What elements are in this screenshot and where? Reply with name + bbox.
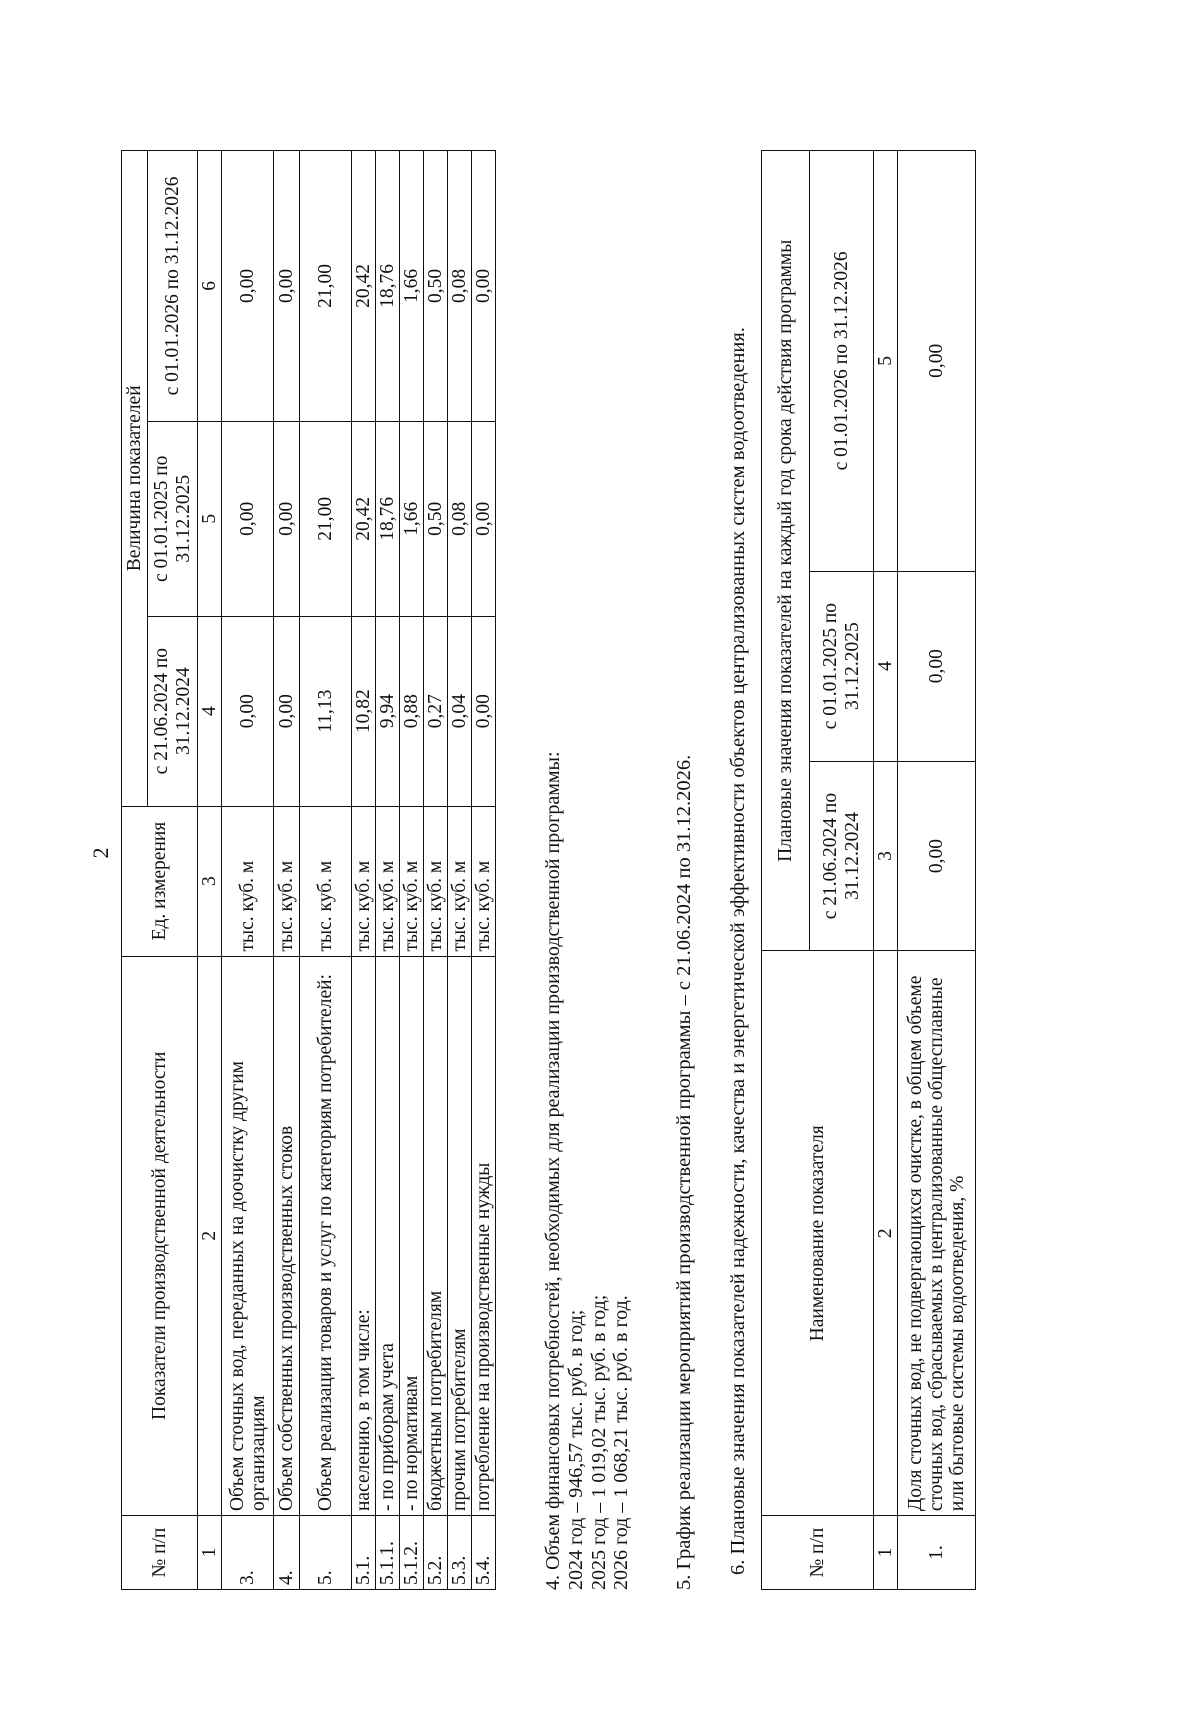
row-value-3: 0,00 [898,151,976,572]
financial-line-2026: 2026 год – 1 068,21 тыс. руб. в год. [610,1295,633,1590]
colnum: 2 [874,951,898,1516]
row-value-3: 18,76 [376,151,400,422]
planned-values-table [761,150,976,1590]
row-name: Объем реализации товаров и услуг по категориям потребителей: [300,956,352,1516]
table-row [424,151,448,1590]
row-unit: тыс. куб. м [274,806,300,956]
row-value-1: 0,00 [274,616,300,806]
header-period-3: с 01.01.2026 по 31.12.2026 [810,151,874,572]
row-num: 5.3. [448,1516,472,1590]
row-value-2: 1,66 [400,421,424,616]
header-period-3: с 01.01.2026 по 31.12.2026 [148,151,198,422]
row-unit: тыс. куб. м [400,806,424,956]
production-indicators-table [121,150,496,1590]
row-unit: тыс. куб. м [376,806,400,956]
row-value-1: 0,88 [400,616,424,806]
financial-line-2025: 2025 год – 1 019,02 тыс. руб. в год; [587,1294,610,1590]
row-num: 5.1.1. [376,1516,400,1590]
header-num: № п/п [762,1516,874,1590]
column-number-row [198,151,222,1590]
header-plan-group: Плановые значения показателей на каждый год срока действия программы [762,151,810,951]
section-5-schedule: 5. График реализации мероприятий производственной программы – с 21.06.2024 по 31.12.2026. [673,754,695,1590]
colnum: 3 [874,761,898,951]
row-num: 5.4. [472,1516,496,1590]
table-row [352,151,376,1590]
row-value-1: 11,13 [300,616,352,806]
colnum: 5 [874,151,898,572]
table-row [472,151,496,1590]
row-value-3: 21,00 [300,151,352,422]
header-name: Наименование показателя [762,951,874,1516]
row-name: Объем сточных вод, переданных на доочистку другим организациям [222,956,274,1516]
row-unit: тыс. куб. м [300,806,352,956]
section-6-title: 6. Плановые значения показателей надежности, качества и энергетической эффективности объектов централизованных систем водоотведения. [727,327,749,1575]
row-unit: тыс. куб. м [352,806,376,956]
row-value-3: 0,00 [274,151,300,422]
row-value-1: 0,04 [448,616,472,806]
header-unit: Ед. измерения [122,806,198,956]
table-row [376,151,400,1590]
colnum: 2 [198,956,222,1516]
colnum: 1 [874,1516,898,1590]
row-name: Доля сточных вод, не подвергающихся очистке, в общем объеме сточных вод, сбрасываемых в централизованные общесплавные или бытовые системы водоотведения, % [898,951,976,1516]
row-unit: тыс. куб. м [222,806,274,956]
header-indicator: Показатели производственной деятельности [122,956,198,1516]
colnum: 3 [198,806,222,956]
row-name: прочим потребителям [448,956,472,1516]
row-name: - по приборам учета [376,956,400,1516]
row-value-3: 20,42 [352,151,376,422]
table-row [448,151,472,1590]
row-value-2: 0,00 [898,571,976,761]
row-name: бюджетным потребителям [424,956,448,1516]
row-unit: тыс. куб. м [424,806,448,956]
colnum: 4 [198,616,222,806]
row-value-1: 0,00 [472,616,496,806]
row-num: 5.2. [424,1516,448,1590]
row-num: 1. [898,1516,976,1590]
colnum: 6 [198,151,222,422]
row-value-3: 0,50 [424,151,448,422]
table-row [898,151,976,1590]
financial-line-2024: 2024 год – 946,57 тыс. руб. в год; [564,1309,587,1590]
row-name: - по нормативам [400,956,424,1516]
row-num: 5.1.2. [400,1516,424,1590]
row-value-3: 1,66 [400,151,424,422]
column-number-row [874,151,898,1590]
table-row [222,151,274,1590]
section-4-financial-needs [542,150,633,1590]
table-row [400,151,424,1590]
row-value-2: 0,08 [448,421,472,616]
header-period-2: с 01.01.2025 по 31.12.2025 [810,571,874,761]
row-num: 5. [300,1516,352,1590]
table-row [274,151,300,1590]
row-value-2: 0,00 [472,421,496,616]
row-num: 5.1. [352,1516,376,1590]
row-value-1: 0,27 [424,616,448,806]
rotated-content [121,140,1101,1590]
header-values-group: Величина показателей [122,151,148,807]
header-period-2: с 01.01.2025 по 31.12.2025 [148,421,198,616]
colnum: 5 [198,421,222,616]
row-name: потребление на производственные нужды [472,956,496,1516]
row-value-3: 0,00 [472,151,496,422]
header-num: № п/п [122,1516,198,1590]
row-value-2: 0,00 [274,421,300,616]
row-value-2: 20,42 [352,421,376,616]
colnum: 4 [874,571,898,761]
row-name: Объем собственных производственных стоков [274,956,300,1516]
row-value-3: 0,08 [448,151,472,422]
row-value-2: 21,00 [300,421,352,616]
row-value-3: 0,00 [222,151,274,422]
section-4-title: 4. Объем финансовых потребностей, необходимых для реализации производственной программы: [542,751,564,1590]
table-row [300,151,352,1590]
row-name: населению, в том числе: [352,956,376,1516]
row-num: 4. [274,1516,300,1590]
row-value-2: 0,00 [222,421,274,616]
row-value-1: 0,00 [222,616,274,806]
row-num: 3. [222,1516,274,1590]
header-period-1: с 21.06.2024 по 31.12.2024 [148,616,198,806]
page-number: 2 [88,847,113,859]
row-value-1: 0,00 [898,761,976,951]
row-value-2: 0,50 [424,421,448,616]
colnum: 1 [198,1516,222,1590]
row-unit: тыс. куб. м [448,806,472,956]
row-unit: тыс. куб. м [472,806,496,956]
header-period-1: с 21.06.2024 по 31.12.2024 [810,761,874,951]
row-value-1: 10,82 [352,616,376,806]
row-value-1: 9,94 [376,616,400,806]
row-value-2: 18,76 [376,421,400,616]
